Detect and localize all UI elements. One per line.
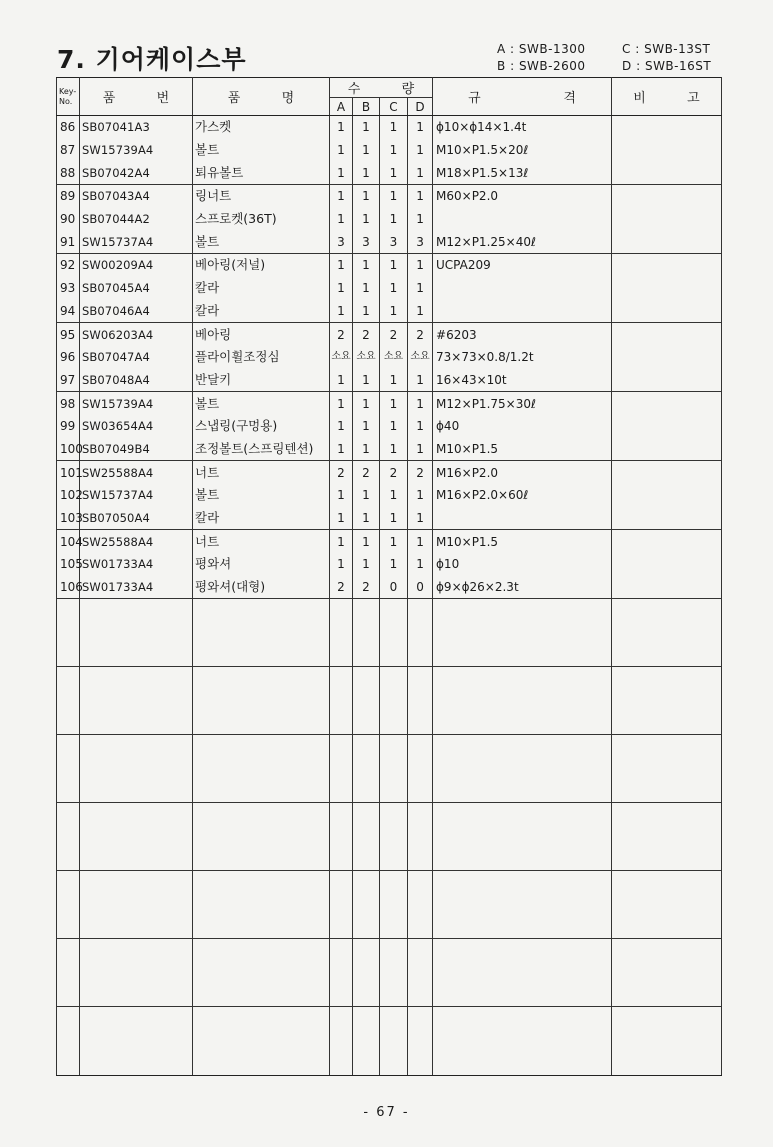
header-spec: 규 격 xyxy=(433,78,612,116)
part-name-cell: 평와셔(대형) xyxy=(193,576,330,599)
part-number-cell: SW06203A4 xyxy=(80,323,193,346)
remarks-cell xyxy=(612,116,722,139)
empty-row xyxy=(57,939,722,1007)
remarks-cell xyxy=(612,507,722,530)
page-title: 7. 기어케이스부 xyxy=(57,45,247,74)
qty-d-cell: 1 xyxy=(408,185,433,208)
qty-c-cell: 1 xyxy=(380,208,408,231)
key-no-cell: 92 xyxy=(57,254,80,277)
part-number-cell: SW15739A4 xyxy=(80,392,193,415)
part-number-cell: SW01733A4 xyxy=(80,553,193,576)
part-number-cell: SB07045A4 xyxy=(80,277,193,300)
qty-d-cell: 1 xyxy=(408,553,433,576)
qty-b-cell: 1 xyxy=(353,300,380,323)
header-qty-c: C xyxy=(380,98,408,116)
spec-cell: #6203 xyxy=(433,323,612,346)
part-name-cell: 볼트 xyxy=(193,392,330,415)
qty-b-cell: 1 xyxy=(353,161,380,184)
qty-c-cell: 3 xyxy=(380,230,408,253)
part-number-cell: SW15737A4 xyxy=(80,484,193,507)
table-row xyxy=(57,300,722,323)
empty-row xyxy=(57,1007,722,1076)
qty-d-cell: 1 xyxy=(408,139,433,162)
part-name-cell: 칼라 xyxy=(193,300,330,323)
qty-c-cell: 소요 xyxy=(380,346,408,369)
part-number-cell: SW15739A4 xyxy=(80,139,193,162)
empty-row xyxy=(57,599,722,667)
model-name: SWB-13ST xyxy=(644,42,711,56)
spec-cell xyxy=(433,277,612,300)
qty-a-cell: 1 xyxy=(330,530,353,553)
spec-cell: M12×P1.25×40ℓ xyxy=(433,230,612,253)
table-row xyxy=(57,185,722,208)
model-legend-b xyxy=(497,58,586,75)
key-no-cell: 106 xyxy=(57,576,80,599)
table-row xyxy=(57,484,722,507)
part-name-cell: 조정볼트(스프링텐션) xyxy=(193,438,330,461)
remarks-cell xyxy=(612,415,722,438)
spec-cell: M18×P1.5×13ℓ xyxy=(433,161,612,184)
remarks-cell xyxy=(612,461,722,484)
key-no-cell: 98 xyxy=(57,392,80,415)
table-row xyxy=(57,346,722,369)
part-name-cell: 너트 xyxy=(193,530,330,553)
remarks-cell xyxy=(612,323,722,346)
part-number-cell: SW03654A4 xyxy=(80,415,193,438)
qty-a-cell: 1 xyxy=(330,277,353,300)
part-number-cell: SB07047A4 xyxy=(80,346,193,369)
table-row xyxy=(57,139,722,162)
part-name-cell: 평와셔 xyxy=(193,553,330,576)
remarks-cell xyxy=(612,254,722,277)
qty-d-cell: 1 xyxy=(408,369,433,392)
remarks-cell xyxy=(612,346,722,369)
qty-a-cell: 1 xyxy=(330,185,353,208)
part-number-cell: SW25588A4 xyxy=(80,530,193,553)
empty-row xyxy=(57,735,722,803)
header-row xyxy=(57,78,722,98)
header-remarks: 비 고 xyxy=(612,78,722,116)
qty-c-cell: 1 xyxy=(380,530,408,553)
qty-a-cell: 1 xyxy=(330,438,353,461)
spec-cell: ϕ10 xyxy=(433,553,612,576)
model-legend-right xyxy=(622,41,711,75)
spec-cell xyxy=(433,300,612,323)
table-row xyxy=(57,576,722,599)
qty-c-cell: 2 xyxy=(380,323,408,346)
spec-cell xyxy=(433,507,612,530)
part-name-cell: 퇴유볼트 xyxy=(193,161,330,184)
qty-d-cell: 1 xyxy=(408,507,433,530)
key-no-cell: 93 xyxy=(57,277,80,300)
qty-a-cell: 소요 xyxy=(330,346,353,369)
model-code: B xyxy=(497,59,506,73)
part-name-cell: 스프로켓(36T) xyxy=(193,208,330,231)
part-name-cell: 볼트 xyxy=(193,484,330,507)
qty-c-cell: 1 xyxy=(380,185,408,208)
model-name: SWB-1300 xyxy=(518,42,586,56)
qty-a-cell: 1 xyxy=(330,553,353,576)
qty-b-cell: 2 xyxy=(353,461,380,484)
qty-b-cell: 1 xyxy=(353,185,380,208)
part-number-cell: SB07046A4 xyxy=(80,300,193,323)
table-row xyxy=(57,553,722,576)
qty-a-cell: 1 xyxy=(330,484,353,507)
remarks-cell xyxy=(612,484,722,507)
part-number-cell: SW00209A4 xyxy=(80,254,193,277)
spec-cell: M16×P2.0 xyxy=(433,461,612,484)
header-part-no: 품 번 xyxy=(80,78,193,116)
table-row xyxy=(57,230,722,253)
qty-d-cell: 2 xyxy=(408,323,433,346)
table-row xyxy=(57,323,722,346)
qty-c-cell: 1 xyxy=(380,553,408,576)
qty-b-cell: 1 xyxy=(353,507,380,530)
qty-d-cell: 0 xyxy=(408,576,433,599)
key-no-cell: 88 xyxy=(57,161,80,184)
qty-a-cell: 3 xyxy=(330,230,353,253)
qty-b-cell: 1 xyxy=(353,116,380,139)
model-sep: : xyxy=(636,59,641,73)
qty-d-cell: 1 xyxy=(408,438,433,461)
spec-cell: M10×P1.5 xyxy=(433,438,612,461)
model-sep: : xyxy=(510,59,515,73)
qty-b-cell: 2 xyxy=(353,576,380,599)
qty-d-cell: 1 xyxy=(408,530,433,553)
remarks-cell xyxy=(612,438,722,461)
qty-c-cell: 1 xyxy=(380,507,408,530)
model-legend-left xyxy=(497,41,586,75)
qty-b-cell: 1 xyxy=(353,415,380,438)
qty-c-cell: 1 xyxy=(380,161,408,184)
header-key-line1: Key- xyxy=(59,86,77,96)
qty-c-cell: 1 xyxy=(380,392,408,415)
qty-a-cell: 1 xyxy=(330,161,353,184)
part-name-cell: 너트 xyxy=(193,461,330,484)
qty-d-cell: 1 xyxy=(408,300,433,323)
qty-c-cell: 1 xyxy=(380,415,408,438)
part-number-cell: SB07049B4 xyxy=(80,438,193,461)
qty-c-cell: 2 xyxy=(380,461,408,484)
key-no-cell: 96 xyxy=(57,346,80,369)
remarks-cell xyxy=(612,553,722,576)
parts-table-body xyxy=(57,116,722,1076)
qty-b-cell: 2 xyxy=(353,323,380,346)
spec-cell: 73×73×0.8/1.2t xyxy=(433,346,612,369)
part-name-cell: 베아링(저널) xyxy=(193,254,330,277)
part-number-cell: SW15737A4 xyxy=(80,230,193,253)
key-no-cell: 91 xyxy=(57,230,80,253)
part-name-cell: 가스켓 xyxy=(193,116,330,139)
qty-a-cell: 1 xyxy=(330,208,353,231)
part-number-cell: SB07042A4 xyxy=(80,161,193,184)
remarks-cell xyxy=(612,139,722,162)
model-code: D xyxy=(622,59,632,73)
spec-cell: M12×P1.75×30ℓ xyxy=(433,392,612,415)
qty-b-cell: 1 xyxy=(353,553,380,576)
qty-a-cell: 2 xyxy=(330,323,353,346)
key-no-cell: 89 xyxy=(57,185,80,208)
part-number-cell: SB07044A2 xyxy=(80,208,193,231)
qty-c-cell: 1 xyxy=(380,116,408,139)
key-no-cell: 105 xyxy=(57,553,80,576)
header-key-line2: No. xyxy=(59,96,73,106)
qty-a-cell: 1 xyxy=(330,139,353,162)
qty-c-cell: 1 xyxy=(380,369,408,392)
spec-cell: M10×P1.5 xyxy=(433,530,612,553)
table-row xyxy=(57,507,722,530)
spec-cell: 16×43×10t xyxy=(433,369,612,392)
qty-d-cell: 1 xyxy=(408,208,433,231)
key-no-cell: 97 xyxy=(57,369,80,392)
qty-a-cell: 1 xyxy=(330,300,353,323)
remarks-cell xyxy=(612,185,722,208)
qty-b-cell: 1 xyxy=(353,438,380,461)
key-no-cell: 104 xyxy=(57,530,80,553)
remarks-cell xyxy=(612,208,722,231)
model-legend-d xyxy=(622,58,711,75)
table-row xyxy=(57,415,722,438)
model-code: C xyxy=(622,42,631,56)
spec-cell: UCPA209 xyxy=(433,254,612,277)
qty-a-cell: 2 xyxy=(330,576,353,599)
remarks-cell xyxy=(612,161,722,184)
table-row xyxy=(57,392,722,415)
spec-cell: ϕ10×ϕ14×1.4t xyxy=(433,116,612,139)
qty-d-cell: 1 xyxy=(408,392,433,415)
parts-table xyxy=(56,77,722,1076)
qty-a-cell: 1 xyxy=(330,254,353,277)
qty-d-cell: 소요 xyxy=(408,346,433,369)
qty-d-cell: 3 xyxy=(408,230,433,253)
qty-a-cell: 1 xyxy=(330,507,353,530)
qty-d-cell: 1 xyxy=(408,116,433,139)
header-qty-d: D xyxy=(408,98,433,116)
part-name-cell: 플라이휠조정심 xyxy=(193,346,330,369)
spec-cell: ϕ9×ϕ26×2.3t xyxy=(433,576,612,599)
qty-c-cell: 1 xyxy=(380,300,408,323)
remarks-cell xyxy=(612,392,722,415)
qty-d-cell: 1 xyxy=(408,415,433,438)
remarks-cell xyxy=(612,230,722,253)
key-no-cell: 101 xyxy=(57,461,80,484)
qty-a-cell: 2 xyxy=(330,461,353,484)
table-row xyxy=(57,116,722,139)
qty-b-cell: 1 xyxy=(353,530,380,553)
header-qty-b: B xyxy=(353,98,380,116)
table-row xyxy=(57,161,722,184)
qty-d-cell: 1 xyxy=(408,254,433,277)
key-no-cell: 94 xyxy=(57,300,80,323)
part-name-cell: 반달키 xyxy=(193,369,330,392)
qty-a-cell: 1 xyxy=(330,116,353,139)
key-no-cell: 87 xyxy=(57,139,80,162)
empty-row xyxy=(57,667,722,735)
model-sep: : xyxy=(635,42,640,56)
qty-c-cell: 1 xyxy=(380,139,408,162)
part-name-cell: 스냅링(구멍용) xyxy=(193,415,330,438)
part-name-cell: 베아링 xyxy=(193,323,330,346)
table-row xyxy=(57,208,722,231)
qty-b-cell: 1 xyxy=(353,254,380,277)
table-row xyxy=(57,461,722,484)
model-legend-c xyxy=(622,41,711,58)
qty-a-cell: 1 xyxy=(330,369,353,392)
qty-b-cell: 1 xyxy=(353,139,380,162)
key-no-cell: 102 xyxy=(57,484,80,507)
part-number-cell: SB07048A4 xyxy=(80,369,193,392)
model-sep: : xyxy=(510,42,515,56)
qty-c-cell: 0 xyxy=(380,576,408,599)
part-name-cell: 링너트 xyxy=(193,185,330,208)
part-name-cell: 칼라 xyxy=(193,277,330,300)
model-code: A xyxy=(497,42,506,56)
empty-row xyxy=(57,871,722,939)
qty-b-cell: 1 xyxy=(353,484,380,507)
key-no-cell: 99 xyxy=(57,415,80,438)
spec-cell: ϕ40 xyxy=(433,415,612,438)
model-name: SWB-16ST xyxy=(644,59,712,73)
spec-cell: M10×P1.5×20ℓ xyxy=(433,139,612,162)
key-no-cell: 95 xyxy=(57,323,80,346)
key-no-cell: 103 xyxy=(57,507,80,530)
qty-b-cell: 소요 xyxy=(353,346,380,369)
remarks-cell xyxy=(612,277,722,300)
model-legend-a xyxy=(497,41,586,58)
part-name-cell: 칼라 xyxy=(193,507,330,530)
qty-d-cell: 1 xyxy=(408,484,433,507)
page-number: - 67 - xyxy=(363,1105,410,1120)
spec-cell xyxy=(433,208,612,231)
model-name: SWB-2600 xyxy=(518,59,586,73)
key-no-cell: 86 xyxy=(57,116,80,139)
table-row xyxy=(57,369,722,392)
part-number-cell: SB07050A4 xyxy=(80,507,193,530)
remarks-cell xyxy=(612,530,722,553)
table-row xyxy=(57,530,722,553)
part-name-cell: 볼트 xyxy=(193,139,330,162)
qty-b-cell: 3 xyxy=(353,230,380,253)
header-qty-a: A xyxy=(330,98,353,116)
remarks-cell xyxy=(612,300,722,323)
remarks-cell xyxy=(612,369,722,392)
remarks-cell xyxy=(612,576,722,599)
qty-d-cell: 1 xyxy=(408,161,433,184)
qty-c-cell: 1 xyxy=(380,254,408,277)
part-number-cell: SB07041A3 xyxy=(80,116,193,139)
table-row xyxy=(57,438,722,461)
qty-d-cell: 2 xyxy=(408,461,433,484)
header-part-name: 품 명 xyxy=(193,78,330,116)
part-number-cell: SW01733A4 xyxy=(80,576,193,599)
header-key-no xyxy=(57,78,80,116)
table-row xyxy=(57,254,722,277)
table-row xyxy=(57,277,722,300)
qty-b-cell: 1 xyxy=(353,277,380,300)
part-number-cell: SW25588A4 xyxy=(80,461,193,484)
qty-a-cell: 1 xyxy=(330,415,353,438)
qty-b-cell: 1 xyxy=(353,369,380,392)
header-quantity: 수 량 xyxy=(330,78,433,98)
qty-b-cell: 1 xyxy=(353,208,380,231)
spec-cell: M60×P2.0 xyxy=(433,185,612,208)
part-number-cell: SB07043A4 xyxy=(80,185,193,208)
key-no-cell: 90 xyxy=(57,208,80,231)
qty-d-cell: 1 xyxy=(408,277,433,300)
qty-c-cell: 1 xyxy=(380,277,408,300)
empty-row xyxy=(57,803,722,871)
spec-cell: M16×P2.0×60ℓ xyxy=(433,484,612,507)
qty-c-cell: 1 xyxy=(380,484,408,507)
part-name-cell: 볼트 xyxy=(193,230,330,253)
qty-b-cell: 1 xyxy=(353,392,380,415)
qty-a-cell: 1 xyxy=(330,392,353,415)
qty-c-cell: 1 xyxy=(380,438,408,461)
key-no-cell: 100 xyxy=(57,438,80,461)
